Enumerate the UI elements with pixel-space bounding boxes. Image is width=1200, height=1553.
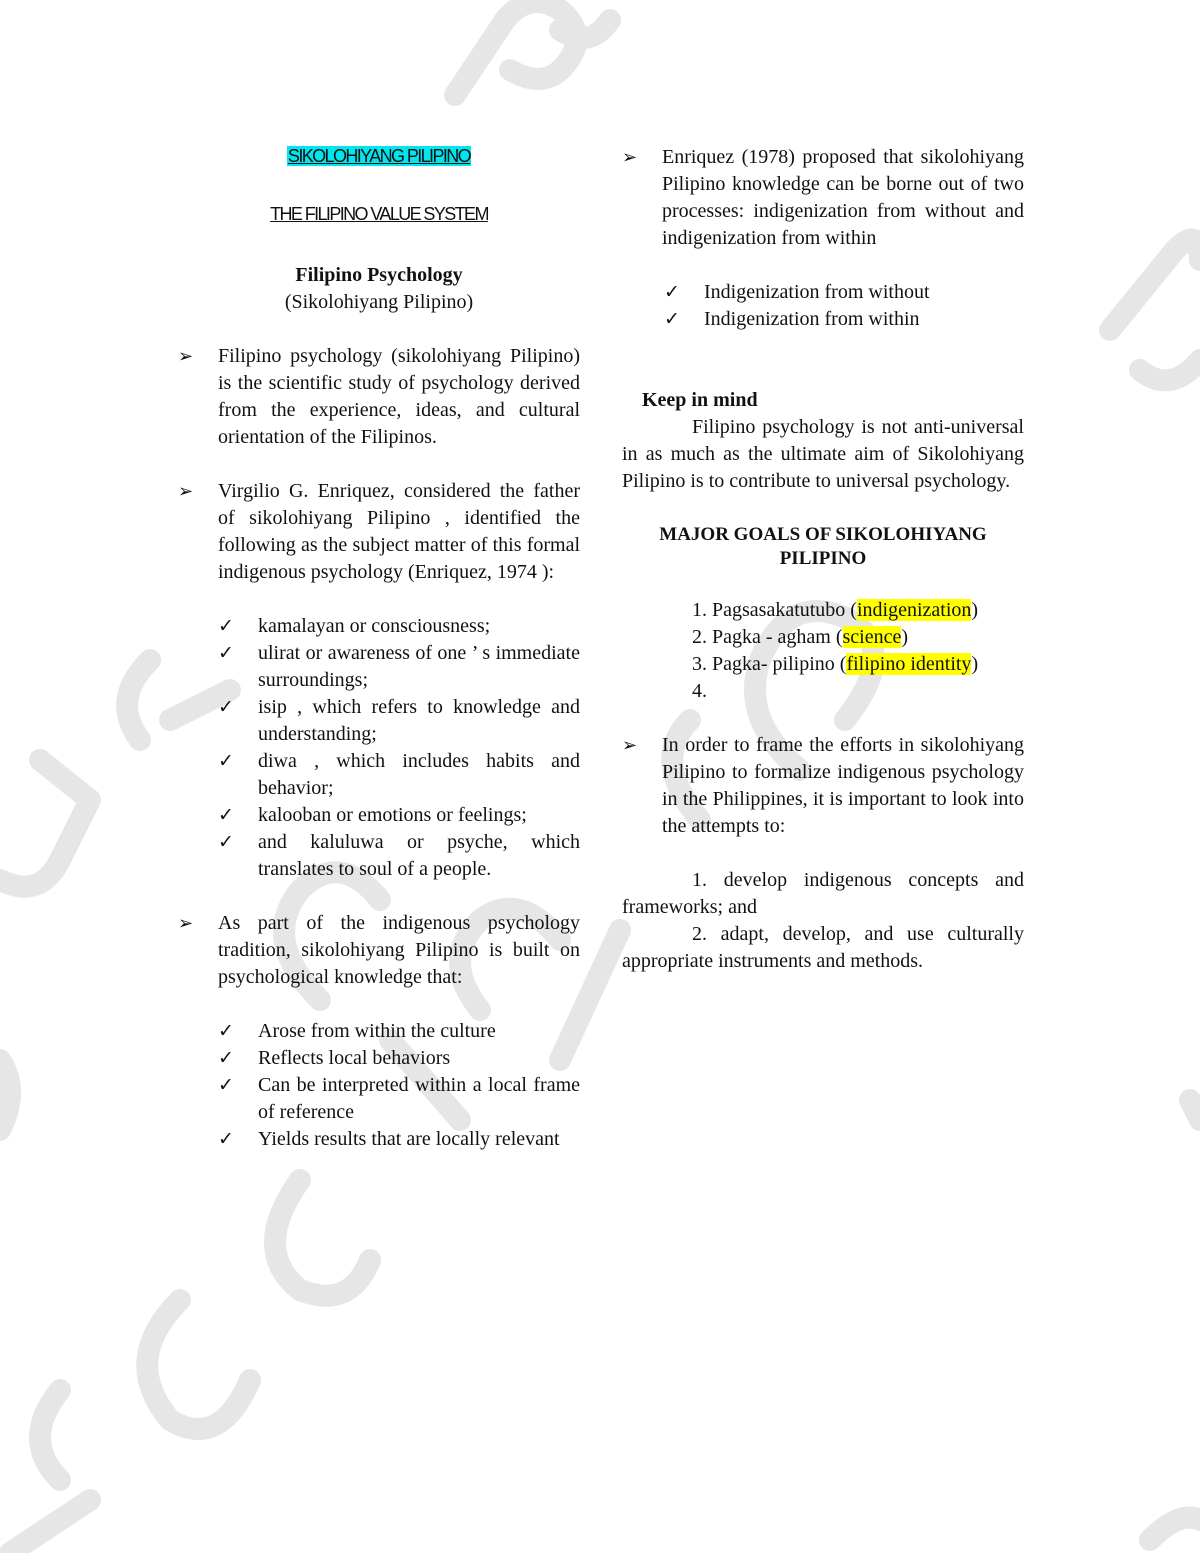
- keep-in-mind-text: Filipino psychology is not anti-universal in as much as the ultimate aim of Sikolohiyang Pilipino is to contribute to universal psychology.: [622, 416, 1024, 492]
- checkmark-icon: ✓: [218, 1047, 234, 1069]
- enriquez-text: Virgilio G. Enriquez, considered the father of sikolohiyang Pilipino , identified the following as the subject matter of this formal indigenous psychology (Enriquez, 1974 ):: [218, 480, 580, 583]
- checkmark-icon: ✓: [218, 831, 234, 853]
- arrow-bullet-icon: ➢: [178, 481, 194, 502]
- list-item: ✓ Reflects local behaviors: [178, 1045, 580, 1072]
- right-column: [622, 144, 1024, 975]
- left-column: [178, 140, 580, 1153]
- tradition-text: As part of the indigenous psychology tradition, sikolohiyang Pilipino is built on psychological knowledge that:: [218, 912, 580, 988]
- highlighted-term: filipino identity: [846, 653, 972, 675]
- processes-list: [622, 279, 1024, 333]
- definition-paragraph: [178, 343, 580, 451]
- knowledge-list: [178, 1018, 580, 1153]
- list-item: ✓ kalooban or emotions or feelings;: [178, 802, 580, 829]
- frame-efforts-paragraph: [622, 732, 1024, 840]
- attempt-two: 2. adapt, develop, and use culturally appropriate instruments and methods.: [622, 923, 1024, 972]
- processes-paragraph: [622, 144, 1024, 252]
- processes-text: Enriquez (1978) proposed that sikolohiyang Pilipino knowledge can be borne out of two processes: indigenization from without and indigenization from within: [662, 146, 1024, 249]
- highlighted-term: indigenization: [856, 599, 972, 621]
- definition-text: Filipino psychology (sikolohiyang Pilipino) is the scientific study of psychology derived from the experience, ideas, and cultural orientation of the Filipinos.: [218, 345, 580, 448]
- list-item: ✓ and kaluluwa or psyche, which translates to soul of a people.: [218, 831, 580, 880]
- list-item: ✓ Can be interpreted within a local frame of reference: [218, 1074, 580, 1123]
- page-title: SIKOLOHIYANG PILIPINO: [287, 146, 471, 166]
- arrow-bullet-icon: ➢: [622, 147, 638, 168]
- checkmark-icon: ✓: [218, 1074, 234, 1096]
- checkmark-icon: ✓: [664, 308, 680, 330]
- arrow-bullet-icon: ➢: [178, 346, 194, 367]
- list-item: ✓ ulirat or awareness of one ’ s immediate surroundings;: [218, 642, 580, 691]
- frame-efforts-text: In order to frame the efforts in sikolohiyang Pilipino to formalize indigenous psychology in the Philippines, it is important to look into the attempts to:: [662, 734, 1024, 837]
- arrow-bullet-icon: ➢: [622, 735, 638, 756]
- list-item: ✓ Indigenization from within: [622, 306, 1024, 333]
- list-item: ✓ Indigenization from without: [622, 279, 1024, 306]
- page-subtitle: THE FILIPINO VALUE SYSTEM: [270, 204, 488, 224]
- section-heading-parenthetical: (Sikolohiyang Pilipino): [284, 291, 474, 313]
- list-item: ✓ kamalayan or consciousness;: [178, 613, 580, 640]
- checkmark-icon: ✓: [218, 1020, 234, 1042]
- list-item: ✓ Arose from within the culture: [178, 1018, 580, 1045]
- checkmark-icon: ✓: [218, 615, 234, 637]
- list-item: 2. Pagka - agham (science): [692, 626, 909, 648]
- tradition-paragraph: [178, 910, 580, 991]
- list-item: 4.: [692, 680, 707, 702]
- list-item: 1. Pagsasakatutubo (indigenization): [692, 599, 979, 621]
- list-item: ✓ Yields results that are locally relevant: [178, 1126, 580, 1153]
- list-item: ✓ diwa , which includes habits and behavior;: [218, 750, 580, 799]
- checkmark-icon: ✓: [664, 281, 680, 303]
- checkmark-icon: ✓: [218, 642, 234, 664]
- list-item: ✓ isip , which refers to knowledge and understanding;: [218, 696, 580, 745]
- highlighted-term: science: [842, 626, 902, 648]
- keep-in-mind-heading: Keep in mind: [642, 389, 758, 411]
- subject-matter-list: [178, 613, 580, 883]
- attempt-one: 1. develop indigenous concepts and frameworks; and: [622, 869, 1024, 918]
- checkmark-icon: ✓: [218, 696, 234, 718]
- enriquez-paragraph: [178, 478, 580, 586]
- checkmark-icon: ✓: [218, 804, 234, 826]
- goals-heading: MAJOR GOALS OF SIKOLOHIYANG PILIPINO: [659, 524, 987, 569]
- arrow-bullet-icon: ➢: [178, 913, 194, 934]
- section-heading: Filipino Psychology: [295, 264, 463, 286]
- list-item: 3. Pagka- pilipino (filipino identity): [692, 653, 979, 675]
- checkmark-icon: ✓: [218, 750, 234, 772]
- goals-list: [622, 597, 1024, 705]
- checkmark-icon: ✓: [218, 1128, 234, 1150]
